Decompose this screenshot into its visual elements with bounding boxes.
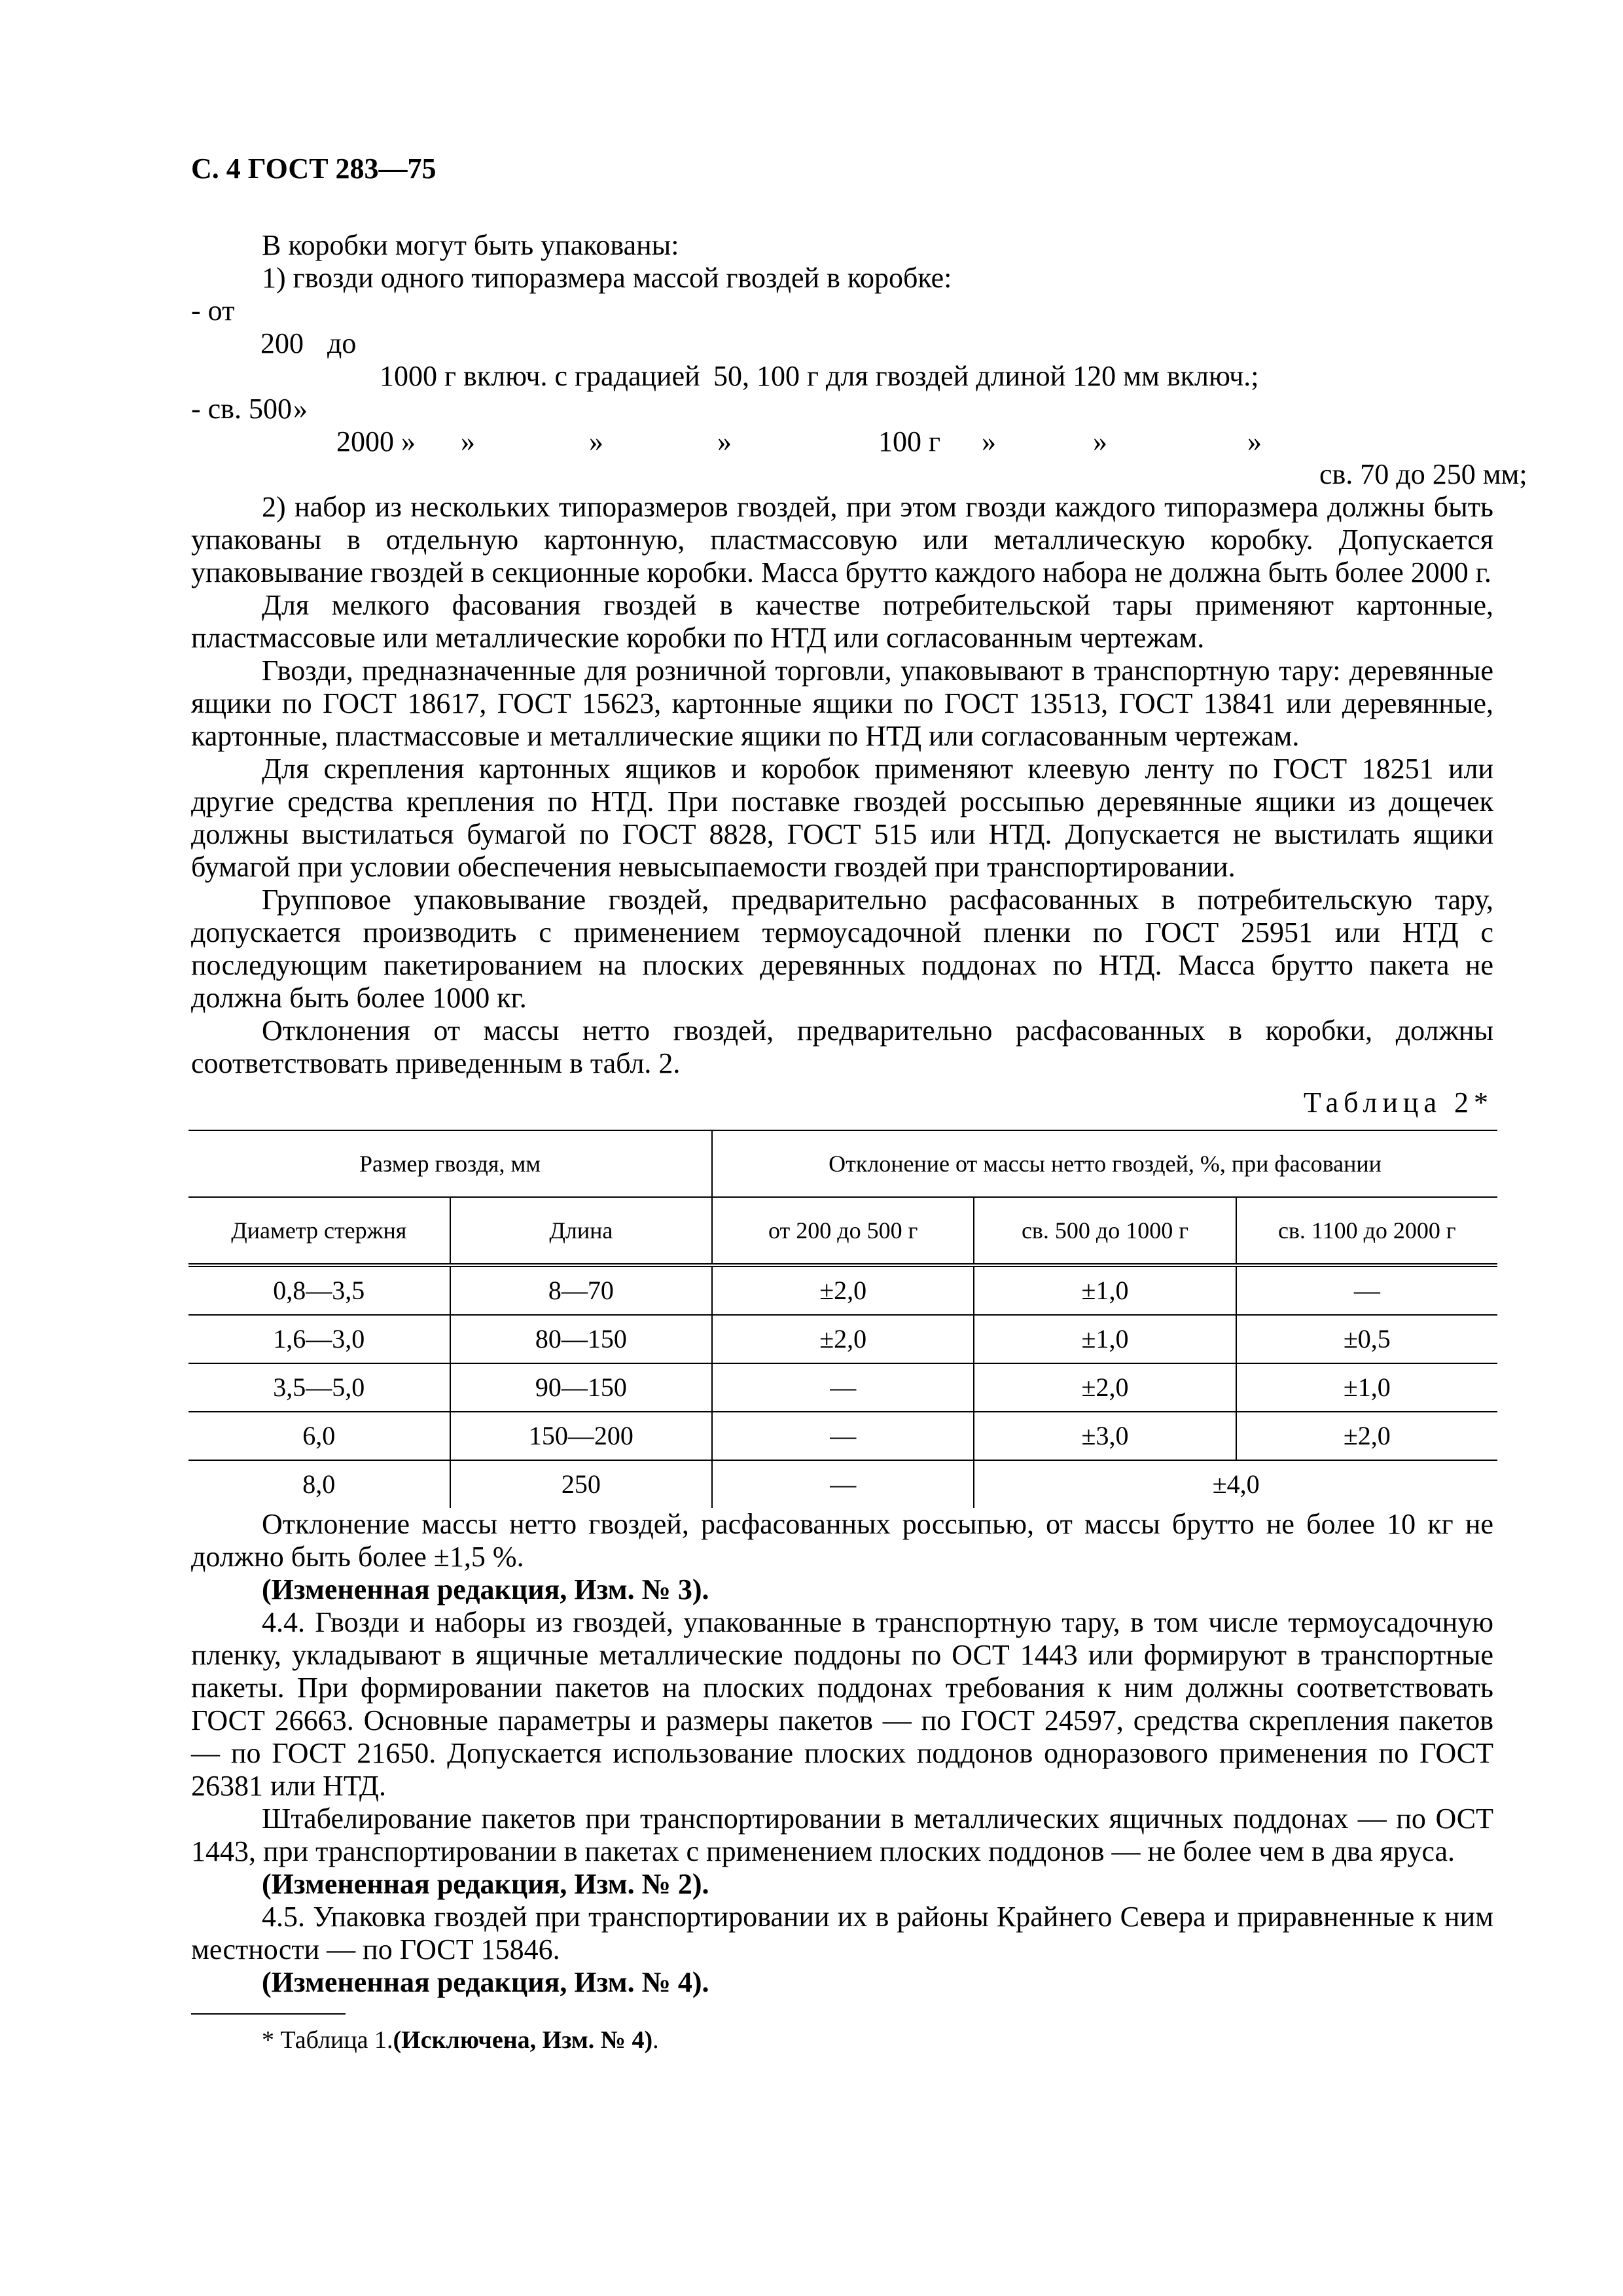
table-2 bbox=[188, 1130, 1497, 1508]
col-header-1100-2000: св. 1100 до 2000 г bbox=[1236, 1197, 1497, 1265]
table-row-last: 8,0 250 — ±4,0 bbox=[188, 1460, 1497, 1508]
para-roznichnaya-torgovlya: Гвозди, предназначенные для розничной торговли, упаковывают в транспортную тару: деревянные ящики по ГОСТ 18617, ГОСТ 15623, картонные ящики по ГОСТ 13513, ГОСТ 13841 или деревянные, картонные, пластмассовые и металлические ящики по НТД или согласованным чертежам. bbox=[191, 655, 1493, 752]
mass-row-1: - от 200 до 1000 г включ. с градацией 50, 100 г для гвоздей длиной 120 мм включ.; bbox=[191, 295, 1259, 392]
table-row: 0,8—3,5 8—70 ±2,0 ±1,0 — bbox=[188, 1265, 1497, 1315]
header-deviation: Отклонение от массы нетто гвоздей, %, при фасовании bbox=[712, 1130, 1497, 1197]
document-body bbox=[191, 229, 1527, 2056]
header-size: Размер гвоздя, мм bbox=[188, 1130, 712, 1197]
col-header-500-1000: св. 500 до 1000 г bbox=[974, 1197, 1236, 1265]
para-skreplenie: Для скрепления картонных ящиков и коробок применяют клеевую ленту по ГОСТ 18251 или другие средства крепления по НТД. При поставке гвоздей россыпью деревянные ящики из дощечек должны выстилаться бумагой по ГОСТ 8828, ГОСТ 515 или НТД. Допускается не выстилать ящики бумагой при условии обеспечения невысыпаемости гвоздей при транспортировании. bbox=[191, 753, 1493, 883]
amendment-3: (Измененная редакция, Изм. № 3). bbox=[262, 1573, 709, 1605]
intro-line: В коробки могут быть упакованы: bbox=[262, 229, 679, 261]
table-row: 3,5—5,0 90—150 — ±2,0 ±1,0 bbox=[188, 1363, 1497, 1412]
item-2: 2) набор из нескольких типоразмеров гвоздей, при этом гвозди каждого типоразмера должны быть упакованы в отдельную картонную, пластмассовую или металлическую коробку. Допускается упаковывание гвоздей в секционные коробки. Масса брутто каждого набора не должна быть более 2000 г. bbox=[191, 491, 1493, 588]
footnote: * Таблица 1.(Исключена, Изм. № 4). bbox=[262, 2026, 659, 2054]
para-4-4: 4.4. Гвозди и наборы из гвоздей, упакованные в транспортную тару, в том числе термоусадочную пленку, укладывают в ящичные металлические поддоны по ОСТ 1443 или формируют в транспортные пакеты. При формировании пакетов на плоских поддонах требования к ним должны соответствовать ГОСТ 26663. Основные параметры и размеры пакетов — по ГОСТ 24597, средства скрепления пакетов — по ГОСТ 21650. Допускается использование плоских поддонов одноразового применения по ГОСТ 26381 или НТД. bbox=[191, 1606, 1493, 1802]
col-header-diameter: Диаметр стержня bbox=[188, 1197, 450, 1265]
table-caption: Таблица 2* bbox=[1303, 1086, 1493, 1119]
page-header: С. 4 ГОСТ 283—75 bbox=[191, 152, 437, 185]
mass-row-2: - св. 500 » 2000 » » » » 100 г » » » св. 70 до 250 мм; bbox=[191, 393, 1527, 490]
amendment-4: (Измененная редакция, Изм. № 4). bbox=[262, 1966, 709, 1998]
table-row: 1,6—3,0 80—150 ±2,0 ±1,0 ±0,5 bbox=[188, 1315, 1497, 1363]
col-header-length: Длина bbox=[450, 1197, 712, 1265]
table-row: 6,0 150—200 — ±3,0 ±2,0 bbox=[188, 1412, 1497, 1460]
para-gruppovoe: Групповое упаковывание гвоздей, предварительно расфасованных в потребительскую тару, допускается производить с применением термоусадочной пленки по ГОСТ 25951 или НТД с последующим пакетированием на плоских деревянных поддонах по НТД. Масса брутто пакета не должна быть более 1000 кг. bbox=[191, 884, 1493, 1014]
para-otklonenia: Отклонения от массы нетто гвоздей, предварительно расфасованных в коробки, должны соответствовать приведенным в табл. 2. bbox=[191, 1014, 1493, 1079]
amendment-2: (Измененная редакция, Изм. № 2). bbox=[262, 1868, 709, 1900]
para-rossyp: Отклонение массы нетто гвоздей, расфасованных россыпью, от массы брутто не более 10 кг не должно быть более ±1,5 %. bbox=[191, 1508, 1493, 1573]
col-header-200-500: от 200 до 500 г bbox=[712, 1197, 974, 1265]
footnote-rule bbox=[191, 2013, 346, 2015]
para-4-5: 4.5. Упаковка гвоздей при транспортировании их в районы Крайнего Севера и приравненные к ним местности — по ГОСТ 15846. bbox=[191, 1901, 1493, 1965]
item-1: 1) гвозди одного типоразмера массой гвоздей в коробке: bbox=[262, 262, 952, 294]
para-shtabelirovanie: Штабелирование пакетов при транспортировании в металлических ящичных поддонах — по ОСТ 1443, при транспортировании в пакетах с применением плоских поддонов — не более чем в два яруса. bbox=[191, 1803, 1493, 1867]
para-melkoe-fasovanie: Для мелкого фасования гвоздей в качестве потребительской тары применяют картонные, пластмассовые или металлические коробки по НТД или согласованным чертежам. bbox=[191, 589, 1493, 654]
